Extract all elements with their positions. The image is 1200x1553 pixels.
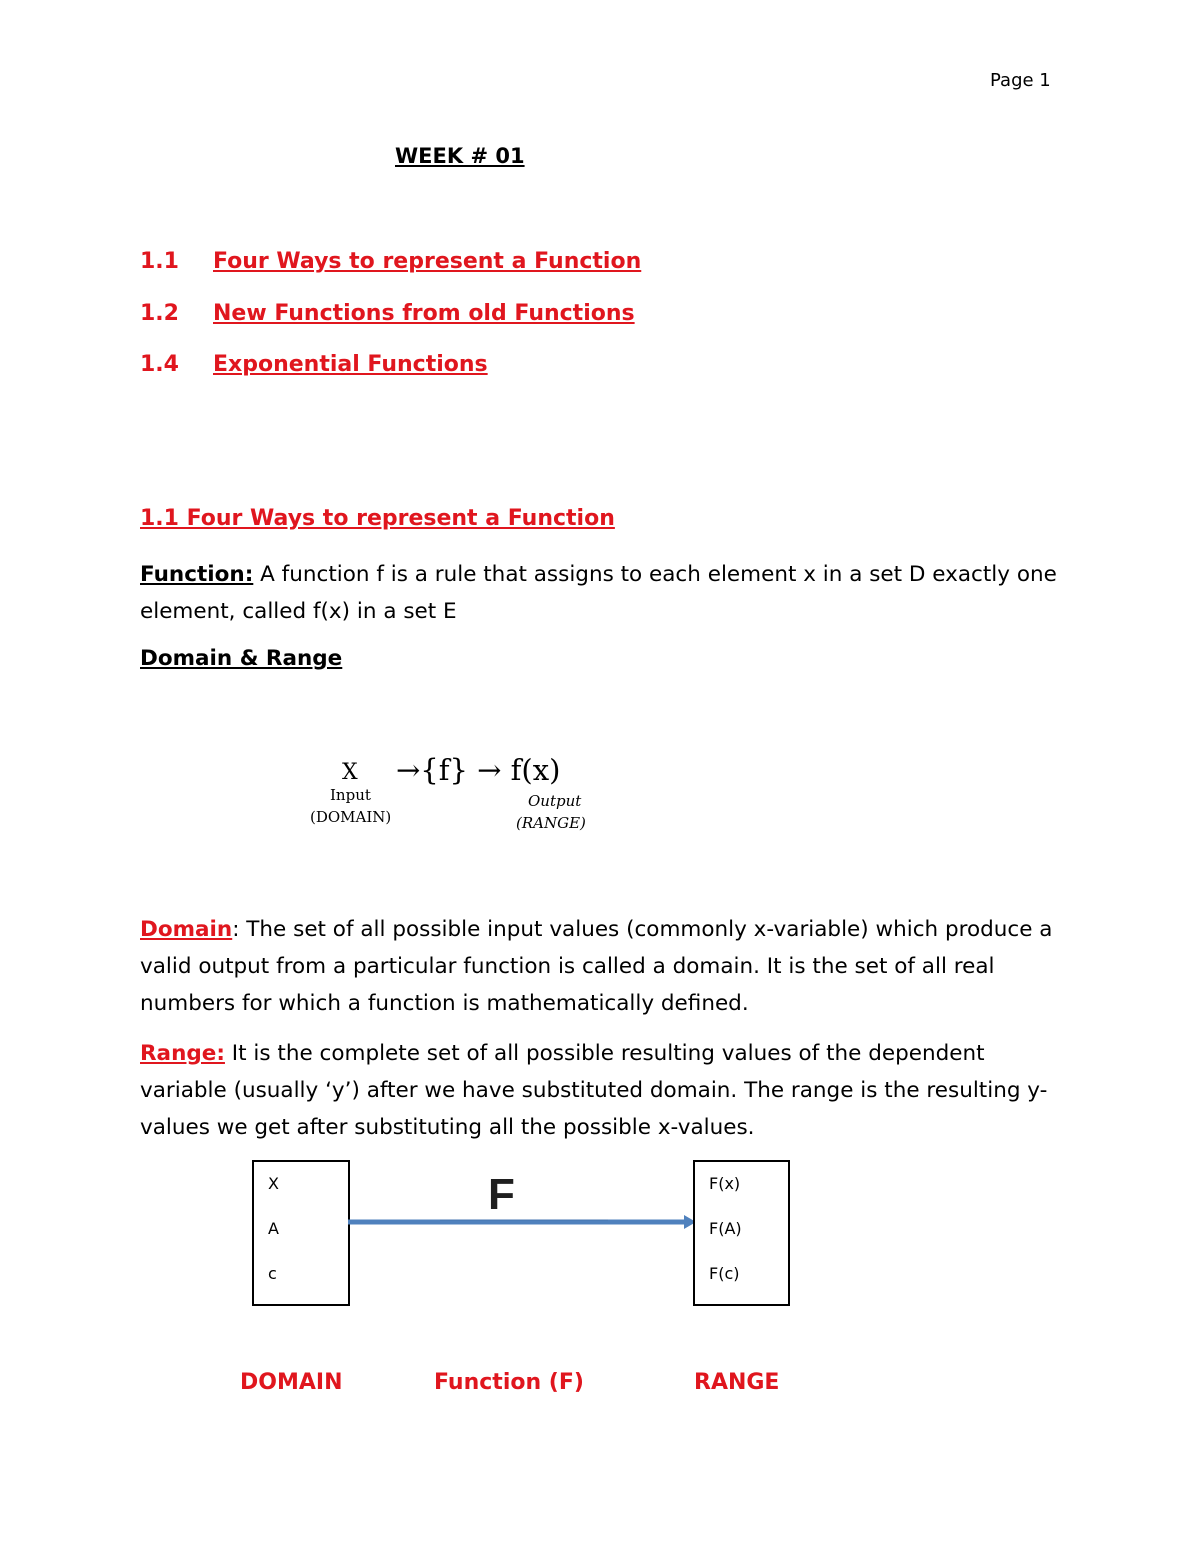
domain-definition bbox=[140, 911, 1060, 1022]
range-item: F(A) bbox=[709, 1219, 742, 1238]
page-number: Page 1 bbox=[990, 70, 1051, 91]
toc-title: New Functions from old Functions bbox=[213, 301, 635, 326]
domain-text: : The set of all possible input values (commonly x-variable) which produce a valid output from a particular function is called a domain. It is the set of all real numbers for which a function is mathematically defined. bbox=[140, 917, 1053, 1016]
section-heading: 1.1 Four Ways to represent a Function bbox=[140, 506, 615, 531]
domain-box bbox=[252, 1160, 350, 1306]
mini-input-label: Input bbox=[330, 786, 371, 804]
arrow-label: F bbox=[488, 1170, 515, 1219]
range-box bbox=[693, 1160, 790, 1306]
domain-term: Domain bbox=[140, 917, 233, 942]
range-caption: RANGE bbox=[694, 1370, 780, 1395]
mini-domain-label: (DOMAIN) bbox=[310, 808, 392, 826]
mini-range-label: (RANGE) bbox=[516, 814, 586, 832]
domain-item: c bbox=[268, 1264, 277, 1283]
toc-title: Four Ways to represent a Function bbox=[213, 249, 642, 274]
function-definition bbox=[140, 556, 1060, 630]
week-title: WEEK # 01 bbox=[395, 144, 525, 168]
toc-number: 1.2 bbox=[140, 301, 179, 326]
domain-item: A bbox=[268, 1219, 279, 1238]
mini-output-label: Output bbox=[528, 792, 582, 810]
domain-caption: DOMAIN bbox=[240, 1370, 343, 1395]
function-caption: Function (F) bbox=[434, 1370, 584, 1395]
toc-item bbox=[140, 352, 488, 377]
range-text: It is the complete set of all possible resulting values of the dependent variable (usually ‘y’) after we have substituted domain. The range is the resulting y-values we get after substituting all the possible x-values. bbox=[140, 1041, 1048, 1140]
toc-item bbox=[140, 301, 635, 326]
toc-number: 1.4 bbox=[140, 352, 179, 377]
toc-title: Exponential Functions bbox=[213, 352, 488, 377]
function-text: A function f is a rule that assigns to each element x in a set D exactly one element, called f(x) in a set E bbox=[140, 562, 1057, 624]
range-term: Range: bbox=[140, 1041, 225, 1066]
toc-number: 1.1 bbox=[140, 249, 179, 274]
domain-range-heading: Domain & Range bbox=[140, 646, 343, 671]
range-definition bbox=[140, 1035, 1060, 1146]
range-item: F(c) bbox=[709, 1264, 740, 1283]
function-term: Function: bbox=[140, 562, 254, 587]
mini-formula: →{f} → f(x) bbox=[396, 753, 561, 787]
mapping-arrow bbox=[348, 1200, 700, 1250]
mini-x-label: X bbox=[342, 760, 358, 785]
range-item: F(x) bbox=[709, 1174, 741, 1193]
toc-item bbox=[140, 249, 641, 274]
domain-item: X bbox=[268, 1174, 279, 1193]
